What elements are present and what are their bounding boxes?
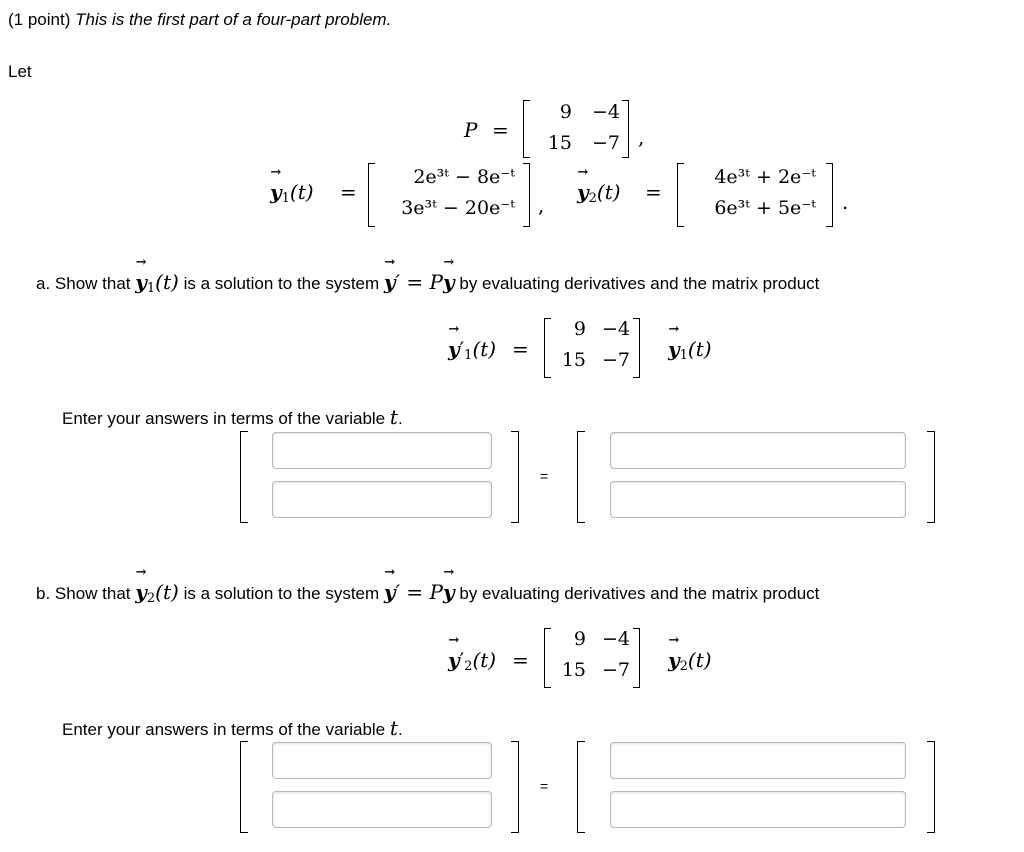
subscript: 2 — [679, 659, 688, 674]
matrix-p-name: P — [464, 118, 478, 142]
subscript: 1 — [281, 191, 290, 206]
vector-y: → y — [448, 337, 460, 361]
vector-y: → y — [384, 580, 396, 604]
comma: , — [538, 193, 545, 217]
left-bracket — [544, 318, 551, 378]
right-bracket — [633, 628, 640, 688]
y2-row1: 4e³ᵗ + 2e⁻ᵗ — [714, 166, 816, 188]
vector-y: → y — [443, 270, 455, 294]
subscript: 2 — [146, 591, 156, 606]
matrix-p-cell: −4 — [601, 628, 630, 650]
argument: (t) — [596, 180, 621, 204]
period: . — [397, 720, 403, 739]
vector-y: → y — [270, 180, 282, 204]
left-bracket — [368, 163, 375, 227]
right-bracket — [826, 163, 833, 227]
matrix-p-cell: 9 — [573, 318, 586, 340]
matrix-p-cell: −7 — [601, 659, 630, 681]
right-bracket — [927, 431, 935, 523]
problem-intro: This is the first part of a four-part problem. — [75, 10, 392, 29]
instruction-text: Enter your answers in terms of the variable — [62, 720, 386, 739]
equals-sign: = — [512, 648, 529, 672]
right-bracket — [622, 100, 629, 158]
statement-text: by evaluating derivatives and the matrix product — [459, 584, 820, 603]
subscript: 1 — [146, 281, 156, 296]
vector-y: → y — [135, 270, 147, 294]
part-a-instruction — [62, 405, 403, 429]
y1-label — [270, 180, 314, 206]
y1-row1: 2e³ᵗ − 8e⁻ᵗ — [413, 166, 515, 188]
part-b-rhs-input-1[interactable] — [610, 742, 906, 779]
right-bracket — [927, 741, 935, 833]
equals-sign: = — [340, 180, 357, 204]
part-b-lhs-input-1[interactable] — [272, 742, 492, 779]
subscript: 1 — [679, 348, 688, 363]
argument: (t) — [687, 648, 712, 672]
derivative-label — [448, 648, 496, 674]
argument: (t) — [687, 337, 712, 361]
equals-sign: = — [540, 468, 549, 484]
subscript: 1 — [464, 348, 473, 363]
system-equation — [384, 580, 455, 604]
vector-y: → y — [668, 337, 680, 361]
argument: (t) — [472, 648, 497, 672]
part-a-lhs-input-1[interactable] — [272, 432, 492, 469]
matrix-p-cell: 9 — [573, 628, 586, 650]
vector-label — [668, 648, 712, 674]
matrix-p-cell: −4 — [591, 101, 620, 123]
equals-sign: = — [492, 118, 509, 142]
variable: t — [389, 716, 398, 740]
right-bracket — [633, 318, 640, 378]
instruction-text: Enter your answers in terms of the variable — [62, 409, 386, 428]
comma: , — [638, 125, 645, 149]
period: . — [842, 190, 849, 214]
matrix-p-cell: −7 — [601, 349, 630, 371]
right-bracket — [511, 431, 519, 523]
vector-expression — [135, 580, 179, 604]
variable: t — [389, 405, 398, 429]
left-bracket — [577, 431, 585, 523]
prime: ′ — [459, 337, 465, 361]
matrix-p-cell: −4 — [601, 318, 630, 340]
let-label: Let — [8, 62, 32, 81]
part-a-rhs-input-1[interactable] — [610, 432, 906, 469]
left-bracket — [240, 741, 248, 833]
system-equation — [384, 270, 455, 294]
part-a-lhs-input-2[interactable] — [272, 481, 492, 518]
y1-row2: 3e³ᵗ − 20e⁻ᵗ — [401, 197, 515, 219]
part-a-rhs-input-2[interactable] — [610, 481, 906, 518]
part-b-instruction — [62, 716, 403, 740]
argument: (t) — [289, 180, 314, 204]
left-bracket — [544, 628, 551, 688]
points-label: (1 point) — [8, 10, 71, 29]
statement-text: by evaluating derivatives and the matrix product — [459, 274, 820, 293]
equals-sign: = — [645, 180, 662, 204]
matrix-p-cell: 15 — [547, 132, 572, 154]
y2-label — [577, 180, 621, 206]
left-bracket — [577, 741, 585, 833]
left-bracket — [523, 100, 530, 158]
problem-header — [8, 10, 391, 30]
statement-text: Show that — [54, 584, 131, 603]
part-b-rhs-input-2[interactable] — [610, 791, 906, 828]
argument: (t) — [472, 337, 497, 361]
vector-y: → y — [135, 580, 147, 604]
part-b-lhs-input-2[interactable] — [272, 791, 492, 828]
y2-row2: 6e³ᵗ + 5e⁻ᵗ — [714, 197, 816, 219]
equals-sign: = — [512, 337, 529, 361]
matrix-p-cell: 15 — [561, 659, 586, 681]
left-bracket — [240, 431, 248, 523]
period: . — [397, 409, 403, 428]
right-bracket — [523, 163, 530, 227]
derivative-label — [448, 337, 496, 363]
vector-y: → y — [384, 270, 396, 294]
system-text: ′ = P — [395, 270, 443, 294]
vector-y: → y — [448, 648, 460, 672]
statement-text: is a solution to the system — [183, 274, 380, 293]
part-b-statement — [36, 580, 819, 606]
subscript: 2 — [588, 191, 597, 206]
part-letter: a. — [36, 274, 51, 293]
prime: ′ — [459, 648, 465, 672]
matrix-p-cell: −7 — [591, 132, 620, 154]
vector-y: → y — [668, 648, 680, 672]
part-letter: b. — [36, 584, 51, 603]
equals-sign: = — [540, 778, 549, 794]
part-a-statement — [36, 270, 819, 296]
vector-y: → y — [577, 180, 589, 204]
statement-text: is a solution to the system — [183, 584, 380, 603]
left-bracket — [677, 163, 684, 227]
statement-text: Show that — [54, 274, 131, 293]
matrix-p-cell: 15 — [561, 349, 586, 371]
vector-expression — [135, 270, 179, 294]
argument: (t) — [155, 580, 179, 604]
system-text: ′ = P — [395, 580, 443, 604]
subscript: 2 — [464, 659, 473, 674]
argument: (t) — [155, 270, 179, 294]
vector-label — [668, 337, 712, 363]
matrix-p-cell: 9 — [559, 101, 572, 123]
vector-y: → y — [443, 580, 455, 604]
right-bracket — [511, 741, 519, 833]
